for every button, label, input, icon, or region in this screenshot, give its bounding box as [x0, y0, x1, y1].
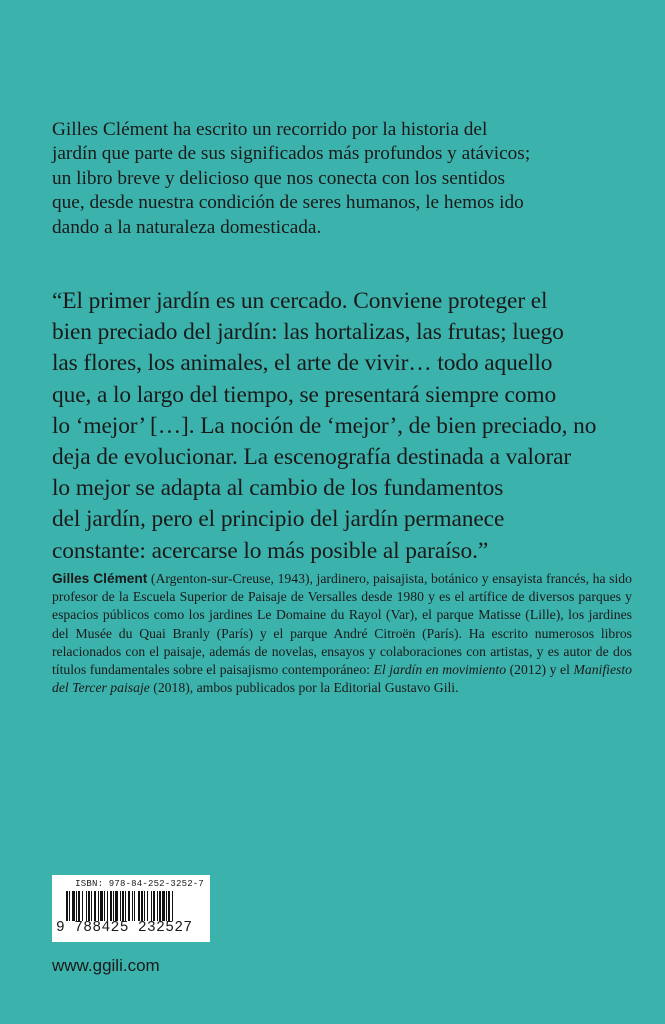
- quote-line: que, a lo largo del tiempo, se presentará siempre como: [52, 381, 557, 408]
- isbn-label: ISBN: 978-84-252-3252-7: [75, 879, 204, 889]
- barcode-digits: 9 788425 232527: [56, 920, 193, 936]
- book-title-2: Manifiesto del Tercer paisaje: [52, 662, 632, 696]
- synopsis-paragraph: [52, 118, 632, 240]
- bio-text: (Argenton-sur-Creuse, 1943), jardinero, paisajista, botánico y ensayista francés, ha sido profesor de la Escuela Superior de Paisaje de Versalles desde 1980 y es el artífice de diversos parques y espacios públicos como los jardines Le Domaine du Rayol (Var), el parque Matisse (Lille), los jardines del Musée du Quai Branly (París) y el parque André Citroën (París). Ha escrito numerosos libros relacionados con el paisaje, además de novelas, ensayos y colaboraciones con artistas, y es autor de dos títulos fundamentales sobre el paisajismo contemporáneo:: [52, 571, 632, 678]
- synopsis-line: que, desde nuestra condición de seres humanos, le hemos ido: [52, 192, 524, 214]
- barcode-bars-icon: [66, 891, 202, 921]
- book-title-1: El jardín en movimiento: [373, 662, 507, 678]
- bio-text: (2018), ambos publicados por la Editorial Gustavo Gili.: [149, 680, 459, 696]
- synopsis-line: dando a la naturaleza domesticada.: [52, 216, 322, 238]
- synopsis-line: Gilles Clément ha escrito un recorrido por la historia del: [52, 119, 488, 140]
- quote-line: del jardín, pero el principio del jardín permanece: [52, 506, 505, 533]
- quote-line: constante: acercarse lo más posible al paraíso.”: [52, 537, 489, 564]
- quote-line: bien preciado del jardín: las hortalizas, las frutas; luego: [52, 319, 564, 346]
- isbn-barcode: [52, 875, 210, 942]
- publisher-website: www.ggili.com: [52, 956, 160, 975]
- quote-line: las flores, los animales, el arte de vivir… todo aquello: [52, 350, 553, 377]
- synopsis-line: un libro breve y delicioso que nos conecta con los sentidos: [52, 167, 506, 189]
- author-name: Gilles Clément: [52, 571, 148, 586]
- bio-text: (2012) y el: [506, 662, 574, 678]
- book-quote: [52, 286, 642, 567]
- quote-line: lo mejor se adapta al cambio de los fundamentos: [52, 475, 504, 502]
- quote-line: deja de evolucionar. La escenografía destinada a valorar: [52, 444, 572, 471]
- synopsis-line: jardín que parte de sus significados más profundos y atávicos;: [52, 143, 531, 165]
- author-bio: [52, 570, 632, 697]
- quote-line: “El primer jardín es un cercado. Conviene proteger el: [52, 288, 548, 314]
- quote-line: lo ‘mejor’ […]. La noción de ‘mejor’, de bien preciado, no: [52, 412, 597, 439]
